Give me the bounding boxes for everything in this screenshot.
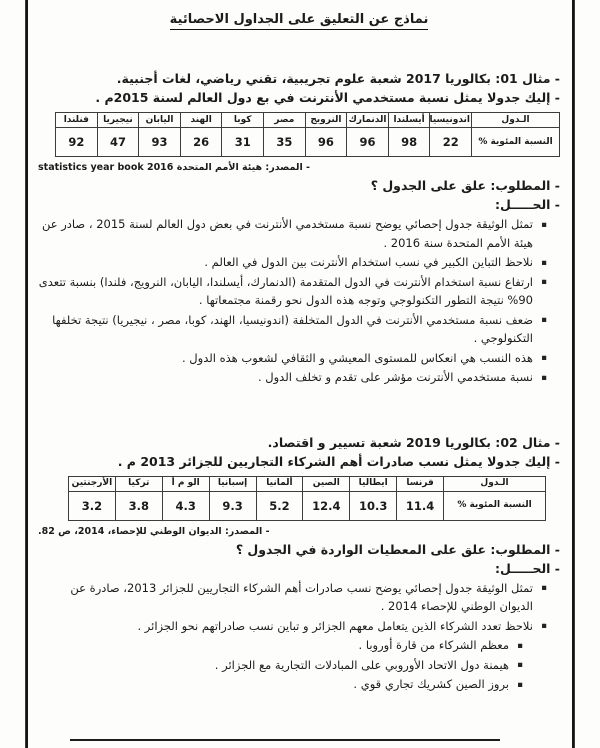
value-cell: 9.3 [209,491,256,520]
example1-source: - المصدر: هيئة الأمم المتحدة statistics year book 2016 [38,162,310,173]
country-cell: الو م أ [162,476,209,491]
country-cell: الصين [303,476,350,491]
table-col-header: الـدول [472,113,560,128]
internet-usage-table-header-row [56,113,560,128]
country-cell: نيجيريا [97,113,139,128]
country-cell: فنلندا [56,113,98,128]
solution-item: ▪ نلاحظ التباين الكبير في نسب استخدام الأنترنت بين الدول في العالم . [38,253,544,272]
solution-item: ▪ تمثل الوثيقة جدول إحصائي يوضح نسبة مستخدمي الأنترنت في بعض دول العالم لسنة 2015 ، صادر عن هيئة الأمم المتحدة سنة 2016 . [38,215,544,252]
solution-item: ▪ تمثل الوثيقة جدول إحصائي يوضح نسب صادرات أهم الشركاء التجاريين للجزائر 2013، صادرة عن الديوان الوطني للإحصاء 2014 . [38,579,544,616]
solution-item: ▪ هيمنة دول الاتحاد الأوروبي على المبادلات التجارية مع الجزائر . [38,656,520,675]
country-cell: الهند [180,113,222,128]
value-cell: 93 [139,128,181,157]
example1-solution-list [38,215,560,387]
document-page [38,12,560,695]
value-cell: 22 [430,128,472,157]
table-row-label: النسبة المئوية % [444,491,546,520]
value-cell: 12.4 [303,491,350,520]
page-edge-bottom-line [70,739,500,741]
example2-solution-list [38,579,560,694]
country-cell: الدنمارك [347,113,389,128]
internet-usage-table-values-row [56,128,560,157]
page-title-text: نماذج عن التعليق على الجداول الاحصائية [170,12,429,30]
country-cell: إسبانيا [209,476,256,491]
country-cell: أيسلندا [388,113,430,128]
country-cell: ألمانيا [256,476,303,491]
page-edge-left-line [25,0,28,748]
value-cell: 4.3 [162,491,209,520]
page-title [38,12,560,27]
example1-section [38,69,560,387]
example2-source: - المصدر: الديوان الوطني للإحصاء، 2014، ص 82. [38,525,270,537]
country-cell: النرويج [305,113,347,128]
export-partners-table-values-row [69,491,546,520]
example1-intro: - إليك جدولا يمثل نسبة مستخدمي الأنترنت في بع دول العالم لسنة 2015م . [95,90,560,105]
solution-item: ▪ ارتفاع نسبة استخدام الأنترنت في الدول المتقدمة (الدنمارك، أيسلندا، اليابان، النرويج، فلندا) بنسبة تتعدى 90% نتيجة التطور التكنولوجي وتوجه هذه الدول نحو رقمنة مجتمعاتها . [38,273,544,310]
example1-heading: - مثال 01: بكالوريا 2017 شعبة علوم تجريبية، تقني رياضي، لغات أجنبية. [116,71,560,86]
example2-solution-label: - الحـــــل: [494,560,560,576]
country-cell: تركيا [115,476,162,491]
value-cell: 31 [222,128,264,157]
value-cell: 92 [56,128,98,157]
country-cell: اندونيسيا [430,113,472,128]
country-cell: فرنسا [397,476,444,491]
example2-intro: - إليك جدولا يمثل نسب صادرات أهم الشركاء التجاريين للجزائر 2013 م . [117,453,560,469]
solution-item: ▪ نلاحظ تعدد الشركاء الذين يتعامل معهم الجزائر و تباين نسب صادراتهم نحو الجزائر . [38,617,544,636]
solution-item: ▪ نسبة مستخدمي الأنترنت مؤشر على تقدم و تخلف الدول . [38,368,544,387]
export-partners-table [68,476,546,521]
example1-solution-label: - الحـــــل: [494,197,560,212]
value-cell: 35 [264,128,306,157]
value-cell: 5.2 [256,491,303,520]
solution-item: ▪ هذه النسب هي انعكاس للمستوى المعيشي و الثقافي لشعوب هذه الدول . [38,349,544,368]
value-cell: 98 [388,128,430,157]
value-cell: 3.8 [115,491,162,520]
solution-item: ▪ بروز الصين كشريك تجاري قوي . [38,675,520,694]
solution-item: ▪ ضعف نسبة مستخدمي الأنترنت في الدول المتخلفة (اندونيسيا، الهند، كوبا، مصر ، نيجيريا) نتيجة تخلفها التكنولوجي . [38,311,544,348]
value-cell: 26 [180,128,222,157]
page-edge-right-line [572,0,575,748]
country-cell: اليابان [139,113,181,128]
value-cell: 3.2 [69,491,116,520]
example1-required: - المطلوب: علق على الجدول ؟ [370,178,560,193]
country-cell: ايطاليا [350,476,397,491]
example2-section [38,433,560,694]
example2-heading: - مثال 02: بكالوريا 2019 شعبة تسيير و اقتصاد. [267,434,560,450]
value-cell: 10.3 [350,491,397,520]
value-cell: 96 [347,128,389,157]
export-partners-table-header-row [69,476,546,491]
table-col-header: الـدول [444,476,546,491]
country-cell: الأرجنتين [69,476,116,491]
value-cell: 11.4 [397,491,444,520]
internet-usage-table [55,112,560,157]
value-cell: 47 [97,128,139,157]
table-row-label: النسبة المئوية % [472,128,560,157]
country-cell: مصر [264,113,306,128]
country-cell: كوبا [222,113,264,128]
solution-item: ▪ معظم الشركاء من قارة أوروبا . [38,636,520,655]
example2-required: - المطلوب: علق على المعطيات الواردة في الجدول ؟ [235,541,560,557]
value-cell: 96 [305,128,347,157]
